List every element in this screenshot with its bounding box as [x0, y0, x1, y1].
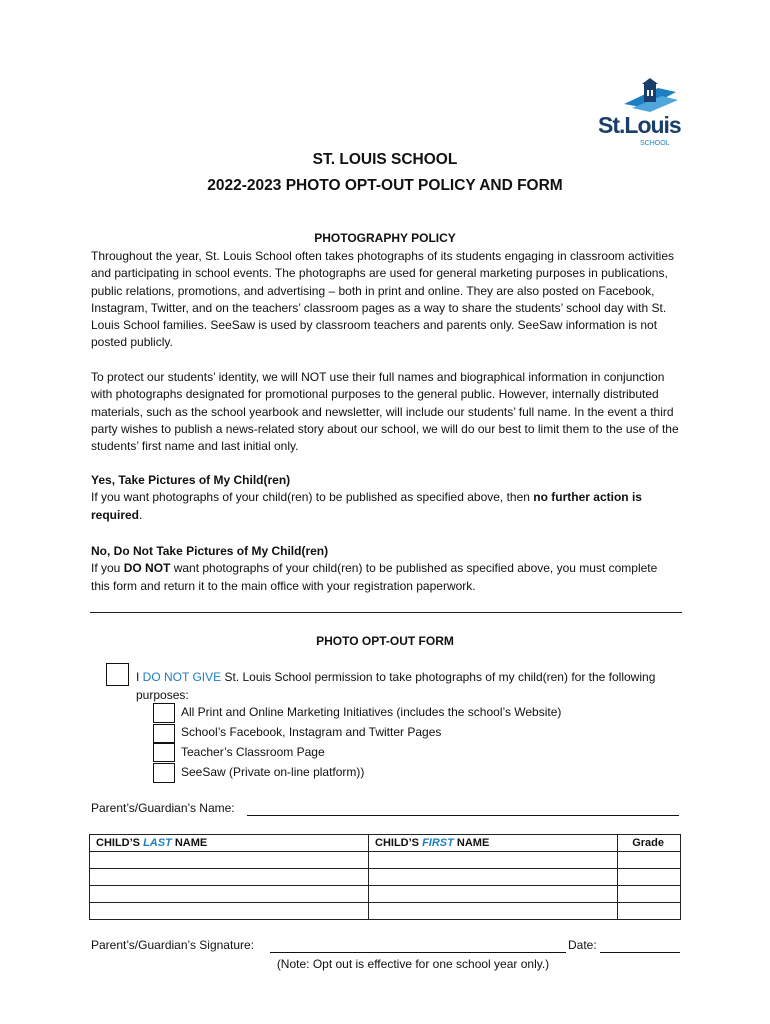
last-name-header-post: NAME	[171, 837, 208, 849]
table-header-row	[90, 835, 681, 852]
date-label: Date:	[568, 938, 597, 952]
first-name-header-emph: FIRST	[422, 837, 454, 849]
effective-note: (Note: Opt out is effective for one school year only.)	[276, 957, 550, 971]
date-field[interactable]	[600, 938, 680, 953]
policy-paragraph-1	[91, 248, 679, 352]
grade-cell[interactable]	[618, 852, 681, 869]
logo-wordmark: St.Louis	[598, 112, 681, 138]
option-seesaw-checkbox[interactable]	[153, 763, 175, 783]
option-seesaw-label: SeeSaw (Private on-line platform))	[181, 765, 365, 779]
parent-name-field[interactable]	[247, 801, 679, 816]
last-name-cell[interactable]	[90, 903, 369, 920]
grade-cell[interactable]	[618, 869, 681, 886]
table-row[interactable]	[90, 903, 681, 920]
yes-text-bold: no further action is required	[91, 490, 642, 522]
no-text-a: If you	[91, 561, 124, 576]
grade-cell[interactable]	[618, 886, 681, 903]
form-heading: PHOTO OPT-OUT FORM	[316, 634, 454, 648]
grade-cell[interactable]	[618, 903, 681, 920]
policy-text-2: To protect our students’ identity, we will NOT use their full names and biographical information in conjunction with photographs designated for promotional purposes to the general public. However, internally distributed materials, such as the school yearbook and newsletter, will include our students’ full name. In the event a third party wishes to publish a news-related story about our school, we will do our best to limit them to the use of the students’ first name and last initial only.	[91, 370, 679, 454]
first-name-cell[interactable]	[369, 886, 618, 903]
table-row[interactable]	[90, 869, 681, 886]
no-text-bold: DO NOT	[123, 561, 171, 576]
no-section	[91, 543, 679, 595]
option-classroom-checkbox[interactable]	[153, 743, 175, 762]
yes-text	[91, 489, 679, 524]
parent-name-label: Parent’s/Guardian’s Name:	[91, 801, 235, 815]
yes-text-main: If you want photographs of your child(ren) to be published as specified above, then	[91, 490, 534, 505]
statement-text-a: I	[136, 670, 143, 684]
section-divider	[90, 612, 682, 613]
grade-header: Grade	[618, 835, 681, 852]
first-name-header	[369, 835, 618, 852]
no-text	[91, 560, 679, 595]
signature-field[interactable]	[270, 938, 566, 953]
last-name-cell[interactable]	[90, 886, 369, 903]
opt-out-checkbox[interactable]	[106, 663, 129, 686]
last-name-header-emph: LAST	[143, 837, 172, 849]
no-text-b: want photographs of your child(ren) to be published as specified above, you must complete this form and return it to the main office with your registration paperwork.	[91, 561, 658, 593]
option-social-label: School’s Facebook, Instagram and Twitter Pages	[181, 725, 442, 739]
statement-emphasis: DO NOT GIVE	[142, 670, 222, 684]
first-name-header-pre: CHILD’S	[375, 837, 423, 849]
statement-text-b: St. Louis School permission to take photographs of my child(ren) for the following purposes:	[136, 670, 656, 702]
opt-out-statement	[136, 669, 656, 704]
option-social-checkbox[interactable]	[153, 724, 175, 743]
page-title: 2022-2023 PHOTO OPT-OUT POLICY AND FORM	[207, 177, 563, 194]
school-name: ST. LOUIS SCHOOL	[312, 151, 458, 168]
option-classroom-label: Teacher’s Classroom Page	[181, 745, 325, 759]
children-table	[89, 834, 681, 920]
table-row[interactable]	[90, 852, 681, 869]
yes-section	[91, 472, 679, 524]
no-heading: No, Do Not Take Pictures of My Child(ren)	[91, 544, 329, 558]
first-name-cell[interactable]	[369, 903, 618, 920]
school-logo	[596, 78, 686, 150]
yes-heading: Yes, Take Pictures of My Child(ren)	[91, 473, 291, 487]
last-name-cell[interactable]	[90, 869, 369, 886]
option-print-checkbox[interactable]	[153, 703, 175, 723]
yes-text-end: .	[139, 507, 143, 522]
logo-subtext: SCHOOL	[640, 140, 670, 147]
policy-paragraph-2	[91, 369, 679, 455]
first-name-header-post: NAME	[453, 837, 490, 849]
policy-text-1: Throughout the year, St. Louis School often takes photographs of its students engaging in classroom activities and participating in school events. The photographs are used for general marketing purposes in publications, public relations, promotions, and advertising – both in print and online. They are also posted on Facebook, Instagram, Twitter, and on the teachers’ classroom pages as a way to share the students’ school day with St. Louis School families. SeeSaw is used by classroom teachers and parents only. SeeSaw information is not posted publicly.	[91, 249, 675, 350]
last-name-header-pre: CHILD’S	[96, 837, 144, 849]
first-name-cell[interactable]	[369, 852, 618, 869]
table-row[interactable]	[90, 886, 681, 903]
first-name-cell[interactable]	[369, 869, 618, 886]
policy-heading: PHOTOGRAPHY POLICY	[314, 231, 456, 245]
option-print-label: All Print and Online Marketing Initiatives (includes the school’s Website)	[181, 705, 562, 719]
signature-label: Parent’s/Guardian’s Signature:	[91, 938, 254, 952]
last-name-cell[interactable]	[90, 852, 369, 869]
last-name-header	[90, 835, 369, 852]
